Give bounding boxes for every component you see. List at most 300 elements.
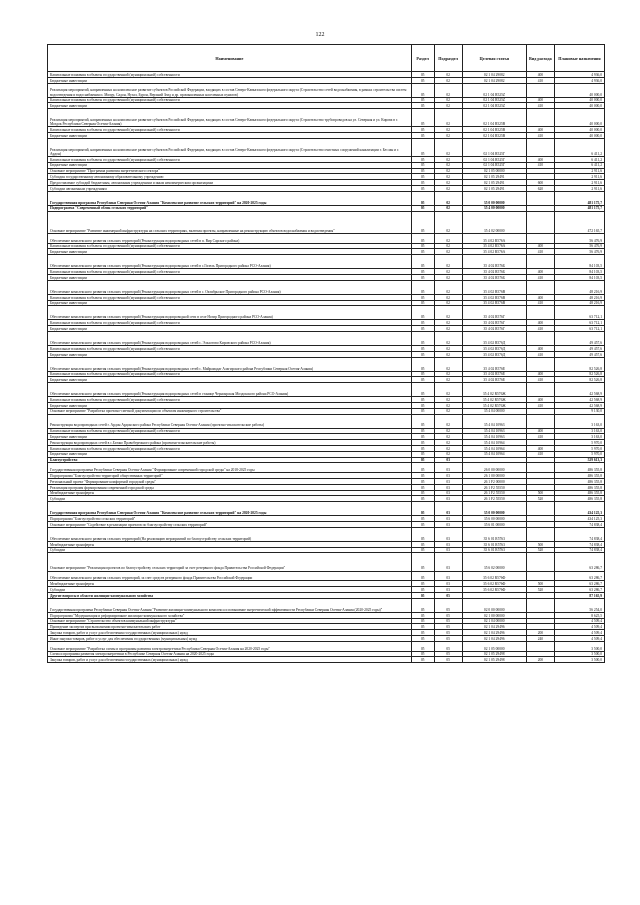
cell-amount: 84 103,5 xyxy=(555,255,605,269)
cell-target: 02 1 04 29082 xyxy=(462,72,526,78)
cell-subsection: 02 xyxy=(434,269,462,275)
cell-type: 410 xyxy=(526,77,554,83)
cell-amount: 529 613,3 xyxy=(555,457,605,463)
cell-amount: 82 526,8 xyxy=(555,357,605,371)
cell-amount: 74 838,4 xyxy=(555,522,605,528)
cell-type: 400 xyxy=(526,445,554,451)
cell-name: Бюджетные инвестиции xyxy=(48,434,412,440)
header-subsection: Подраздел xyxy=(434,45,462,72)
cell-type: 400 xyxy=(526,97,554,103)
cell-section: 05 xyxy=(411,233,434,243)
cell-subsection: 02 xyxy=(434,451,462,457)
cell-type xyxy=(526,527,554,541)
cell-subsection: 03 xyxy=(434,516,462,522)
cell-name: Подпрограмма "Благоустройство территорий общественных территорий" xyxy=(48,473,412,479)
cell-amount: 3 163,0 xyxy=(555,428,605,434)
cell-name: Реализация мероприятий, направленных на комплексное развитие субъектов Российской Федерации, входящих в состав Северо-Кавказского федерального округа (Строительство сетей водоснабжения, в рамках строительства систем водоотведения и водоснабжения п. Мизур, Садон, Нузал, Бурон, Верхний Згид и др. промышленных населенных пунктов) xyxy=(48,83,412,97)
cell-amount: 42 568,9 xyxy=(555,397,605,403)
cell-target: 02 1 04 29496 xyxy=(462,624,526,630)
cell-target: 35 4 02 R576Д xyxy=(462,346,526,352)
cell-name: Схема и программа развития электроэнергетики в Республике Северная Осетия-Алания на 2020-2025 годы xyxy=(48,651,412,657)
cell-section: 05 xyxy=(411,502,434,516)
cell-amount: 5 970,0 xyxy=(555,451,605,457)
cell-section: 05 xyxy=(411,408,434,414)
cell-name: Капитальные вложения в объекты государственной (муниципальной) собственности xyxy=(48,269,412,275)
cell-subsection: 05 xyxy=(434,630,462,636)
cell-name: Капитальные вложения в объекты государственной (муниципальной) собственности xyxy=(48,243,412,249)
cell-name: Государственная программа Республики Северная Осетия-Алания "Формирование современной городской среды" на 2018-2025 годы xyxy=(48,463,412,473)
cell-subsection: 02 xyxy=(434,180,462,186)
cell-name: Подпрограмма "Благоустройство сельских территорий" xyxy=(48,516,412,522)
cell-target: 02 1 04 R525Г xyxy=(462,138,526,156)
cell-amount: 48 216,9 xyxy=(555,300,605,306)
cell-name: Региональный проект "Формирование комфортной городской среды" xyxy=(48,479,412,485)
cell-type: 400 xyxy=(526,371,554,377)
cell-subsection: 05 xyxy=(434,612,462,618)
cell-subsection: 02 xyxy=(434,371,462,377)
cell-target: 35 6 02 R576Ф xyxy=(462,571,526,581)
cell-target: 35 4 02 R576Е xyxy=(462,371,526,377)
cell-section: 05 xyxy=(411,641,434,651)
cell-type xyxy=(526,357,554,371)
cell-amount: 4 509,4 xyxy=(555,624,605,630)
cell-amount: 82 526,8 xyxy=(555,371,605,377)
cell-subsection: 02 xyxy=(434,346,462,352)
cell-type: 410 xyxy=(526,103,554,109)
cell-amount: 4 509,4 xyxy=(555,635,605,641)
table-row xyxy=(48,463,605,473)
cell-target: 35 4 02 R576Г xyxy=(462,326,526,332)
cell-target: 26 1 F2 00000 xyxy=(462,479,526,485)
cell-section: 05 xyxy=(411,306,434,320)
cell-type xyxy=(526,109,554,127)
table-row xyxy=(48,138,605,156)
cell-amount: 486 355,8 xyxy=(555,473,605,479)
cell-section: 05 xyxy=(411,249,434,255)
cell-target: 02 1 04 R525Г xyxy=(462,162,526,168)
cell-name: Бюджетные инвестиции xyxy=(48,249,412,255)
cell-name: Обеспечение комплексного развития сельских территорий (Реконструкция водопроводных сетей с. Майрамадаг Алагирского района Республики Северная Осетия-Алания) xyxy=(48,357,412,371)
cell-type: 520 xyxy=(526,547,554,553)
cell-name: Основное мероприятие "Реализация проектов по благоустройству сельских территорий за счет резервного фонда Правительства Российской Федерации" xyxy=(48,553,412,571)
cell-target: 02 1 04 R525Z xyxy=(462,97,526,103)
cell-name: Реконструкция водопроводных сетей г. Ардон Ардонского района Республики Северная Осетия-Алания (проектно-изыскательские работы) xyxy=(48,414,412,428)
cell-section: 05 xyxy=(411,269,434,275)
cell-section: 05 xyxy=(411,138,434,156)
table-row xyxy=(48,280,605,294)
cell-name: Капитальные вложения в объекты государственной (муниципальной) собственности xyxy=(48,72,412,78)
cell-section: 05 xyxy=(411,174,434,180)
cell-section: 05 xyxy=(411,484,434,490)
budget-table xyxy=(47,44,605,663)
cell-name: Обеспечение комплексного развития сельских территорий (На реализацию мероприятий по благоустройству сельских территорий) xyxy=(48,527,412,541)
cell-type: 240 xyxy=(526,635,554,641)
cell-subsection: 02 xyxy=(434,138,462,156)
cell-amount: 2 911,6 xyxy=(555,185,605,191)
cell-section: 05 xyxy=(411,527,434,541)
table-row xyxy=(48,306,605,320)
cell-subsection: 02 xyxy=(434,211,462,233)
cell-name: Межбюджетные трансферты xyxy=(48,490,412,496)
cell-subsection: 03 xyxy=(434,522,462,528)
cell-type xyxy=(526,138,554,156)
cell-name: Капитальные вложения в объекты государственной (муниципальной) собственности xyxy=(48,320,412,326)
cell-section: 05 xyxy=(411,255,434,269)
cell-target: 02 1 04 29496 xyxy=(462,635,526,641)
cell-amount: 6 411,2 xyxy=(555,138,605,156)
cell-subsection: 02 xyxy=(434,156,462,162)
cell-subsection: 03 xyxy=(434,484,462,490)
cell-section: 05 xyxy=(411,571,434,581)
cell-subsection: 02 xyxy=(434,233,462,243)
cell-subsection: 02 xyxy=(434,414,462,428)
cell-type xyxy=(526,332,554,346)
cell-amount: 56 254,0 xyxy=(555,598,605,612)
cell-target: 35 6 01 R5763 xyxy=(462,547,526,553)
cell-type xyxy=(526,83,554,97)
cell-name: Капитальные вложения в объекты государственной (муниципальной) собственности xyxy=(48,371,412,377)
cell-section: 05 xyxy=(411,326,434,332)
cell-section: 05 xyxy=(411,593,434,599)
cell-name: Субсидии xyxy=(48,587,412,593)
cell-amount: 434 125,3 xyxy=(555,502,605,516)
cell-amount: 40 000,0 xyxy=(555,83,605,97)
cell-name: Капитальные вложения в объекты государственной (муниципальной) собственности xyxy=(48,156,412,162)
cell-section: 05 xyxy=(411,397,434,403)
cell-section: 05 xyxy=(411,357,434,371)
cell-section: 05 xyxy=(411,180,434,186)
cell-subsection: 02 xyxy=(434,243,462,249)
cell-section: 05 xyxy=(411,598,434,612)
cell-subsection: 02 xyxy=(434,185,462,191)
cell-amount: 49 457,6 xyxy=(555,332,605,346)
cell-target: 35 4 04 10963 xyxy=(462,434,526,440)
cell-target: 02 1 04 R525В xyxy=(462,133,526,139)
cell-name: Закупка товаров, работ и услуг для обеспечения государственных (муниципальных) нужд xyxy=(48,630,412,636)
cell-target: 02 1 00 00000 xyxy=(462,612,526,618)
cell-amount: 49 457,6 xyxy=(555,351,605,357)
cell-target: 35 6 01 R5763 xyxy=(462,541,526,547)
cell-name: Бюджетные инвестиции xyxy=(48,326,412,332)
cell-section: 05 xyxy=(411,346,434,352)
cell-subsection: 02 xyxy=(434,133,462,139)
cell-amount: 3 500,0 xyxy=(555,651,605,657)
cell-type xyxy=(526,641,554,651)
cell-subsection: 02 xyxy=(434,440,462,446)
cell-subsection: 02 xyxy=(434,408,462,414)
cell-type xyxy=(526,255,554,269)
table-row xyxy=(48,255,605,269)
cell-target: 35 6 02 00000 xyxy=(462,553,526,571)
cell-target: 35 4 04 10964 xyxy=(462,445,526,451)
cell-name: Реконструкция водопроводных сетей в с.Батако Правобережного района (проектно-изыскательские работы) xyxy=(48,440,412,446)
cell-target: 26 1 F2 55550 xyxy=(462,490,526,496)
cell-name: Государственная программа Республики Северная Осетия-Алания "Комплексное развитие сельских территорий" на 2020-2025 годы xyxy=(48,502,412,516)
cell-target: 35 4 02 R576Б xyxy=(462,255,526,269)
cell-section: 05 xyxy=(411,168,434,174)
cell-amount: 9 130,0 xyxy=(555,408,605,414)
cell-target: 35 6 02 R576Ф xyxy=(462,587,526,593)
cell-amount: 40 000,0 xyxy=(555,109,605,127)
cell-amount: 84 103,5 xyxy=(555,269,605,275)
cell-type xyxy=(526,211,554,233)
cell-type: 400 xyxy=(526,72,554,78)
cell-type xyxy=(526,233,554,243)
cell-target: 35 4 02 00000 xyxy=(462,211,526,233)
cell-type xyxy=(526,383,554,397)
cell-name: Капитальные вложения в объекты государственной (муниципальной) собственности xyxy=(48,397,412,403)
cell-type xyxy=(526,191,554,205)
cell-type: 400 xyxy=(526,294,554,300)
cell-subsection: 03 xyxy=(434,490,462,496)
cell-name: Реализация мероприятий, направленных на комплексное развитие субъектов Российской Федерации, входящих в состав Северо-Кавказского федерального округа (Строительство очистных сооружений канализации г. Беслан и г. Ардон) xyxy=(48,138,412,156)
table-row xyxy=(48,191,605,205)
cell-type: 500 xyxy=(526,581,554,587)
cell-name: Капитальные вложения в объекты государственной (муниципальной) собственности xyxy=(48,294,412,300)
cell-section: 05 xyxy=(411,351,434,357)
cell-amount: 5 970,0 xyxy=(555,440,605,446)
cell-target: 35 4 04 00000 xyxy=(462,408,526,414)
cell-subsection: 02 xyxy=(434,402,462,408)
cell-amount: 42 568,9 xyxy=(555,383,605,397)
cell-type: 400 xyxy=(526,397,554,403)
cell-type: 410 xyxy=(526,377,554,383)
cell-amount: 74 838,4 xyxy=(555,547,605,553)
cell-name: Обеспечение комплексного развития сельских территорий (Реконструкция водопроводных сетей в с.Гизель Пригородного района РСО-Алания) xyxy=(48,255,412,269)
cell-subsection: 05 xyxy=(434,593,462,599)
cell-subsection: 03 xyxy=(434,496,462,502)
cell-amount: 486 355,8 xyxy=(555,484,605,490)
cell-amount: 4 509,4 xyxy=(555,618,605,624)
cell-target: 35 4 02 R576Д xyxy=(462,332,526,346)
cell-subsection: 02 xyxy=(434,83,462,97)
cell-section: 05 xyxy=(411,463,434,473)
cell-name: Бюджетные инвестиции xyxy=(48,351,412,357)
table-row xyxy=(48,598,605,612)
cell-subsection: 03 xyxy=(434,502,462,516)
cell-section: 05 xyxy=(411,156,434,162)
cell-section: 05 xyxy=(411,280,434,294)
cell-subsection: 03 xyxy=(434,553,462,571)
cell-amount: 42 568,9 xyxy=(555,402,605,408)
cell-target: 02 0 00 00000 xyxy=(462,598,526,612)
cell-section: 05 xyxy=(411,402,434,408)
cell-section: 05 xyxy=(411,300,434,306)
cell-name: Государственная программа Республики Северная Осетия-Алания "Комплексное развитие сельских территорий" на 2020-2025 годы xyxy=(48,191,412,205)
cell-subsection: 05 xyxy=(434,657,462,663)
cell-name: Капитальные вложения в объекты государственной (муниципальной) собственности xyxy=(48,445,412,451)
table-row xyxy=(48,553,605,571)
cell-target: 35 4 02 R576А xyxy=(462,233,526,243)
cell-subsection: 02 xyxy=(434,77,462,83)
cell-subsection: 03 xyxy=(434,587,462,593)
cell-name: Подпрограмма "Модернизация и реформирование жилищно-коммунального хозяйства" xyxy=(48,612,412,618)
cell-target: 02 1 04 00000 xyxy=(462,618,526,624)
cell-amount: 82 526,8 xyxy=(555,377,605,383)
cell-name: Предоставление субсидий бюджетным, автономным учреждениям и иным некоммерческим организациям xyxy=(48,180,412,186)
cell-section: 05 xyxy=(411,440,434,446)
cell-type xyxy=(526,502,554,516)
cell-target: 35 4 02 R576Б xyxy=(462,269,526,275)
header-name: Наименование xyxy=(48,45,412,72)
header-section: Раздел xyxy=(411,45,434,72)
cell-section: 05 xyxy=(411,657,434,663)
cell-amount: 481 175,7 xyxy=(555,191,605,205)
cell-name: Обеспечение комплексного развития сельских территорий (Реконструкция водопроводных сетей в п. Вир Сарского района) xyxy=(48,233,412,243)
cell-name: Бюджетные инвестиции xyxy=(48,451,412,457)
cell-amount: 63 712,1 xyxy=(555,306,605,320)
cell-name: Основное мероприятие "Строительство объектов коммунальной инфраструктуры" xyxy=(48,618,412,624)
cell-subsection: 02 xyxy=(434,445,462,451)
cell-type: 410 xyxy=(526,275,554,281)
cell-name: Капитальные вложения в объекты государственной (муниципальной) собственности xyxy=(48,127,412,133)
cell-type xyxy=(526,306,554,320)
cell-amount: 6 411,2 xyxy=(555,156,605,162)
cell-name: Реализация программ формирования современной городской среды xyxy=(48,484,412,490)
cell-type: 200 xyxy=(526,630,554,636)
cell-section: 05 xyxy=(411,587,434,593)
cell-section: 05 xyxy=(411,624,434,630)
cell-amount: 2 911,6 xyxy=(555,174,605,180)
cell-name: Субсидия государственному автономному образовательному учреждению xyxy=(48,174,412,180)
cell-target: 02 1 05 29491 xyxy=(462,180,526,186)
table-row xyxy=(48,657,605,663)
cell-target: 02 1 04 R525Z xyxy=(462,103,526,109)
cell-subsection: 02 xyxy=(434,332,462,346)
cell-section: 05 xyxy=(411,618,434,624)
cell-subsection: 05 xyxy=(434,598,462,612)
cell-amount: 486 355,8 xyxy=(555,479,605,485)
cell-name: Бюджетные инвестиции xyxy=(48,300,412,306)
cell-section: 05 xyxy=(411,320,434,326)
cell-target: 02 1 05 29498 xyxy=(462,651,526,657)
cell-subsection: 02 xyxy=(434,255,462,269)
cell-subsection: 03 xyxy=(434,541,462,547)
cell-name: Обеспечение комплексного развития сельских территорий (Реконструкция водопроводных сетей в с. Октябрьское Пригородного района РСО-Алания) xyxy=(48,280,412,294)
cell-subsection: 03 xyxy=(434,463,462,473)
cell-name: Основное мероприятие "Программа развития энергетического сектора" xyxy=(48,168,412,174)
cell-subsection: 02 xyxy=(434,320,462,326)
cell-target: 35 6 01 R5763 xyxy=(462,527,526,541)
cell-type: 400 xyxy=(526,428,554,434)
cell-section: 05 xyxy=(411,332,434,346)
cell-subsection: 02 xyxy=(434,351,462,357)
cell-name: Закупка товаров, работ и услуг для обеспечения государственных (муниципальных) нужд xyxy=(48,657,412,663)
cell-amount: 3 500,0 xyxy=(555,641,605,651)
cell-amount: 472 165,7 xyxy=(555,211,605,233)
cell-name: Бюджетные инвестиции xyxy=(48,275,412,281)
cell-type: 410 xyxy=(526,133,554,139)
cell-amount: 56 476,9 xyxy=(555,249,605,255)
cell-amount: 87 165,9 xyxy=(555,593,605,599)
cell-section: 05 xyxy=(411,162,434,168)
cell-name: Основное мероприятие "Разработка схемы и программы развития электроэнергетики Республики Северная Осетия-Алания на 2020-2025 годы" xyxy=(48,641,412,651)
cell-subsection: 03 xyxy=(434,571,462,581)
cell-subsection: 02 xyxy=(434,428,462,434)
cell-section: 05 xyxy=(411,205,434,211)
cell-subsection: 03 xyxy=(434,581,462,587)
cell-target: 02 1 04 29496 xyxy=(462,630,526,636)
cell-name: Основное мероприятие "Содействие в реализации проектов по благоустройству сельских территорий" xyxy=(48,522,412,528)
cell-name: Бюджетные инвестиции xyxy=(48,133,412,139)
cell-amount: 4 936,0 xyxy=(555,72,605,78)
cell-subsection: 02 xyxy=(434,377,462,383)
cell-name: Подпрограмма "Современный облик сельских территорий" xyxy=(48,205,412,211)
cell-target: 35 4 02 R576В xyxy=(462,280,526,294)
cell-amount: 40 000,0 xyxy=(555,133,605,139)
cell-target: 35 6 01 00000 xyxy=(462,522,526,528)
cell-target: 35 4 02 R576Ж xyxy=(462,383,526,397)
cell-section: 05 xyxy=(411,541,434,547)
cell-name: Иные закупки товаров, работ и услуг для обеспечения государственных (муниципальных) нужд xyxy=(48,635,412,641)
cell-type xyxy=(526,553,554,571)
cell-section: 05 xyxy=(411,371,434,377)
cell-name: Государственная программа Республики Северная Осетия-Алания "Развитие жилищно-коммунального комплекса и повышение энергетической эффективности Республики Северная Осетия-Алания (2020-2025 годы)" xyxy=(48,598,412,612)
table-row xyxy=(48,527,605,541)
page-number: 122 xyxy=(315,32,325,38)
cell-amount: 486 355,8 xyxy=(555,463,605,473)
cell-amount: 3 163,0 xyxy=(555,414,605,428)
cell-target: 02 1 05 00000 xyxy=(462,641,526,651)
cell-name: Обеспечение комплексного развития сельских территорий (Реконструкция водопроводных сетей в станице Черноярская Моздокского района РСО-Алания) xyxy=(48,383,412,397)
cell-subsection: 02 xyxy=(434,97,462,103)
table-row xyxy=(48,211,605,233)
cell-section: 05 xyxy=(411,457,434,463)
cell-section: 05 xyxy=(411,581,434,587)
cell-section: 05 xyxy=(411,479,434,485)
cell-target: 35 4 04 10963 xyxy=(462,414,526,428)
cell-amount: 56 476,9 xyxy=(555,243,605,249)
cell-amount: 2 911,6 xyxy=(555,180,605,186)
cell-name: Бюджетные инвестиции xyxy=(48,402,412,408)
cell-section: 05 xyxy=(411,185,434,191)
cell-amount: 40 000,0 xyxy=(555,103,605,109)
cell-name: Бюджетные инвестиции xyxy=(48,162,412,168)
cell-subsection: 05 xyxy=(434,624,462,630)
cell-subsection: 03 xyxy=(434,527,462,541)
cell-target: 02 1 05 29498 xyxy=(462,657,526,663)
cell-amount: 63 286,7 xyxy=(555,581,605,587)
cell-name: Межбюджетные трансферты xyxy=(48,581,412,587)
cell-target: 02 1 05 29491 xyxy=(462,174,526,180)
cell-section: 05 xyxy=(411,630,434,636)
cell-target: 02 1 04 R525В xyxy=(462,127,526,133)
table-row xyxy=(48,414,605,428)
cell-subsection: 02 xyxy=(434,397,462,403)
cell-section: 05 xyxy=(411,414,434,428)
cell-name: Капитальные вложения в объекты государственной (муниципальной) собственности xyxy=(48,97,412,103)
cell-target: 02 1 04 29082 xyxy=(462,77,526,83)
table-row xyxy=(48,383,605,397)
cell-target: 35 4 02 R576В xyxy=(462,294,526,300)
cell-target: 35 4 02 R576Б xyxy=(462,275,526,281)
cell-section: 05 xyxy=(411,133,434,139)
cell-target: 35 6 02 R576Ф xyxy=(462,581,526,587)
cell-name: Проведение экспертиз при выполнении проектно-изыскательских работ xyxy=(48,624,412,630)
cell-type: 410 xyxy=(526,434,554,440)
cell-name: Благоустройство xyxy=(48,457,412,463)
cell-subsection: 02 xyxy=(434,326,462,332)
cell-amount: 3 163,0 xyxy=(555,434,605,440)
cell-name: Субсидии автономным учреждениям xyxy=(48,185,412,191)
cell-target: 35 4 04 10964 xyxy=(462,451,526,457)
cell-type: 410 xyxy=(526,300,554,306)
cell-type xyxy=(526,414,554,428)
cell-type: 400 xyxy=(526,156,554,162)
cell-amount: 63 712,1 xyxy=(555,326,605,332)
cell-amount: 84 103,5 xyxy=(555,275,605,281)
cell-name: Межбюджетные трансферты xyxy=(48,541,412,547)
